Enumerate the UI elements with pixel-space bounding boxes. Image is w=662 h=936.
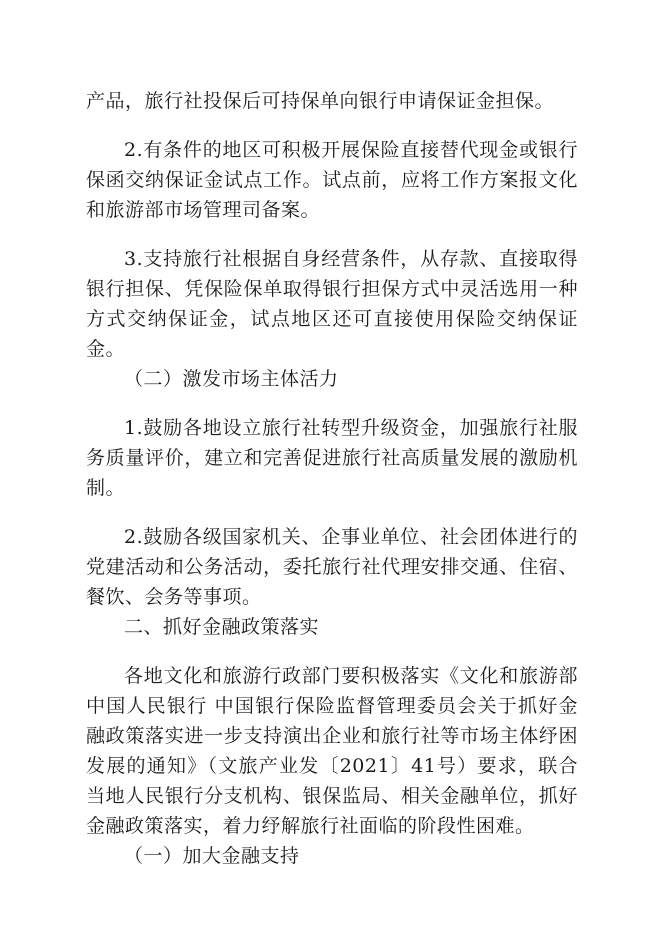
subheading-financial-support: （一）加大金融支持 [124, 845, 300, 867]
paragraph-item-2-insurance-pilot: 2.有条件的地区可积极开展保险直接替代现金或银行保函交纳保证金试点工作。试点前，应将工作方案报文化和旅游部市场管理司备案。 [86, 139, 578, 221]
paragraph-continuation: 产品，旅行社投保后可持保单向银行申请保证金担保。 [86, 90, 555, 112]
paragraph-item-1-upgrade-funds: 1.鼓励各地设立旅行社转型升级资金，加强旅行社服务质量评价，建立和完善促进旅行社高质量发展的激励机制。 [86, 417, 578, 499]
paragraph-item-2-government-activities: 2.鼓励各级国家机关、企事业单位、社会团体进行的党建活动和公务活动，委托旅行社代理安排交通、住宿、餐饮、会务等事项。 [86, 526, 578, 608]
paragraph-financial-policy-body: 各地文化和旅游行政部门要积极落实《文化和旅游部 中国人民银行 中国银行保险监督管理委员会关于抓好金融政策落实进一步支持演出企业和旅行社等市场主体纾困发展的通知》（文旅产业发〔2021〕41号）要求，联合当地人民银行分支机构、银保监局、相关金融单位，抓好金融政策落实，着力纾解旅行社面临的阶段性困难。 [86, 665, 578, 837]
document-body [86, 86, 578, 871]
paragraph-item-3-deposit-options: 3.支持旅行社根据自身经营条件，从存款、直接取得银行担保、凭保险保单取得银行担保方式中灵活选用一种方式交纳保证金，试点地区还可直接使用保险交纳保证金。 [86, 248, 578, 360]
section-heading-financial-policy: 二、抓好金融政策落实 [124, 616, 320, 638]
subheading-stimulate-market: （二）激发市场主体活力 [124, 368, 339, 390]
